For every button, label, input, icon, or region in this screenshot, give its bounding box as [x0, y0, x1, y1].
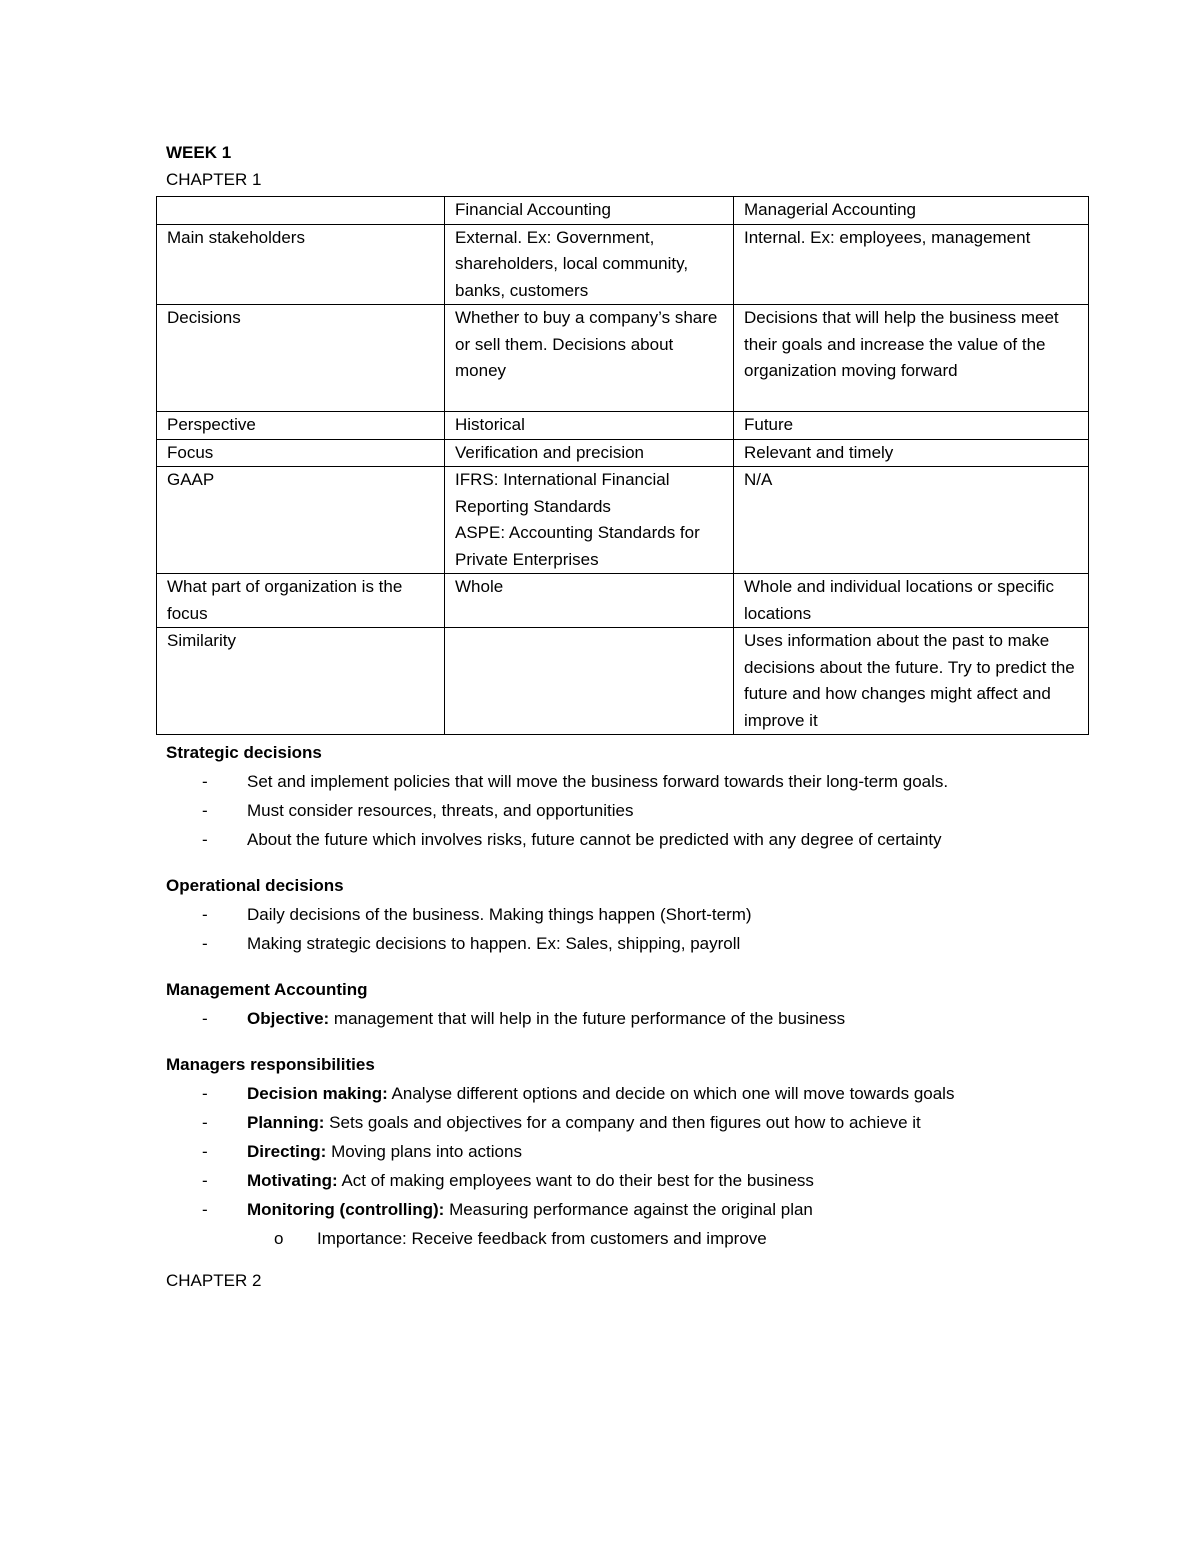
- table-cell: External. Ex: Government, shareholders, local community, banks, customers: [445, 224, 734, 305]
- strategic-decisions-section: [156, 739, 1088, 854]
- list-item: [166, 1195, 1088, 1253]
- table-cell: Historical: [445, 412, 734, 440]
- list-item: [166, 1137, 1088, 1166]
- management-accounting-section: [156, 976, 1088, 1033]
- week-title: WEEK 1: [166, 143, 232, 162]
- operational-decisions-section: [156, 872, 1088, 958]
- list-item: - Daily decisions of the business. Making things happen (Short-term): [166, 900, 1088, 929]
- table-row: [157, 467, 1089, 574]
- table-cell: Whether to buy a company’s share or sell them. Decisions about money: [445, 305, 734, 412]
- table-cell: Decisions: [157, 305, 445, 412]
- list-item-text: Measuring performance against the original plan: [444, 1200, 813, 1219]
- table-header-row: [157, 197, 1089, 225]
- table-cell: [445, 467, 734, 574]
- list-item-term: Monitoring (controlling):: [247, 1200, 445, 1219]
- table-header-cell: Managerial Accounting: [734, 197, 1089, 225]
- table-row: [157, 628, 1089, 735]
- list-item: - Making strategic decisions to happen. Ex: Sales, shipping, payroll: [166, 929, 1088, 958]
- gaap-ifrs: IFRS: International Financial Reporting Standards: [455, 470, 670, 516]
- table-row: [157, 574, 1089, 628]
- table-cell: N/A: [734, 467, 1089, 574]
- table-cell: Future: [734, 412, 1089, 440]
- comparison-table: [156, 196, 1089, 735]
- table-header-cell: Financial Accounting: [445, 197, 734, 225]
- list-item: - Set and implement policies that will move the business forward towards their long-term goals.: [166, 767, 1088, 796]
- list-item-text: management that will help in the future performance of the business: [329, 1009, 846, 1028]
- managers-responsibilities-list: [166, 1079, 1088, 1253]
- circle-bullet-icon: o: [274, 1229, 284, 1248]
- management-accounting-list: [166, 1004, 1088, 1033]
- table-row: [157, 412, 1089, 440]
- list-item-term: Objective:: [247, 1009, 330, 1028]
- gaap-aspe: ASPE: Accounting Standards for Private Enterprises: [455, 523, 700, 569]
- list-item: - Must consider resources, threats, and opportunities: [166, 796, 1088, 825]
- table-cell: Whole and individual locations or specific locations: [734, 574, 1089, 628]
- table-cell: Perspective: [157, 412, 445, 440]
- table-cell: Internal. Ex: employees, management: [734, 224, 1089, 305]
- list-item: - About the future which involves risks, future cannot be predicted with any degree of certainty: [166, 825, 1088, 854]
- table-row: [157, 439, 1089, 467]
- table-row: [157, 224, 1089, 305]
- list-item: [166, 1079, 1088, 1108]
- managers-responsibilities-heading: Managers responsibilities: [166, 1055, 375, 1074]
- sub-list-item: [166, 1224, 1088, 1253]
- list-item-text: Sets goals and objectives for a company and then figures out how to achieve it: [324, 1113, 921, 1132]
- document-content: [156, 142, 1088, 1295]
- chapter-2-heading: CHAPTER 2: [166, 1271, 262, 1290]
- list-item-term: Motivating:: [247, 1171, 338, 1190]
- sub-list-item-text: Importance: Receive feedback from customers and improve: [317, 1229, 767, 1248]
- list-item-term: Decision making:: [247, 1084, 388, 1103]
- table-cell: Decisions that will help the business meet their goals and increase the value of the organization moving forward: [734, 305, 1089, 412]
- table-cell: What part of organization is the focus: [157, 574, 445, 628]
- table-cell: Main stakeholders: [157, 224, 445, 305]
- list-item-text: Analyse different options and decide on which one will move towards goals: [387, 1084, 955, 1103]
- list-item-term: Planning:: [247, 1113, 325, 1132]
- table-header-cell: [157, 197, 445, 225]
- list-item-term: Directing:: [247, 1142, 327, 1161]
- operational-decisions-heading: Operational decisions: [166, 876, 344, 895]
- table-cell: Similarity: [157, 628, 445, 735]
- table-cell: Relevant and timely: [734, 439, 1089, 467]
- monitoring-sublist: [247, 1224, 1088, 1253]
- list-item: [166, 1108, 1088, 1137]
- list-item-text: Moving plans into actions: [326, 1142, 522, 1161]
- strategic-decisions-list: [166, 767, 1088, 854]
- table-cell: Uses information about the past to make decisions about the future. Try to predict the future and how changes might affect and improve it: [734, 628, 1089, 735]
- table-cell: Focus: [157, 439, 445, 467]
- list-item: [166, 1166, 1088, 1195]
- list-item-text: Act of making employees want to do their best for the business: [337, 1171, 814, 1190]
- list-item: [166, 1004, 1088, 1033]
- table-cell: GAAP: [157, 467, 445, 574]
- table-cell: Verification and precision: [445, 439, 734, 467]
- chapter-1-heading: CHAPTER 1: [166, 170, 262, 189]
- table-cell: [445, 628, 734, 735]
- managers-responsibilities-section: [156, 1051, 1088, 1253]
- table-row: [157, 305, 1089, 412]
- operational-decisions-list: [166, 900, 1088, 958]
- strategic-decisions-heading: Strategic decisions: [166, 743, 322, 762]
- management-accounting-heading: Management Accounting: [166, 980, 368, 999]
- table-cell: Whole: [445, 574, 734, 628]
